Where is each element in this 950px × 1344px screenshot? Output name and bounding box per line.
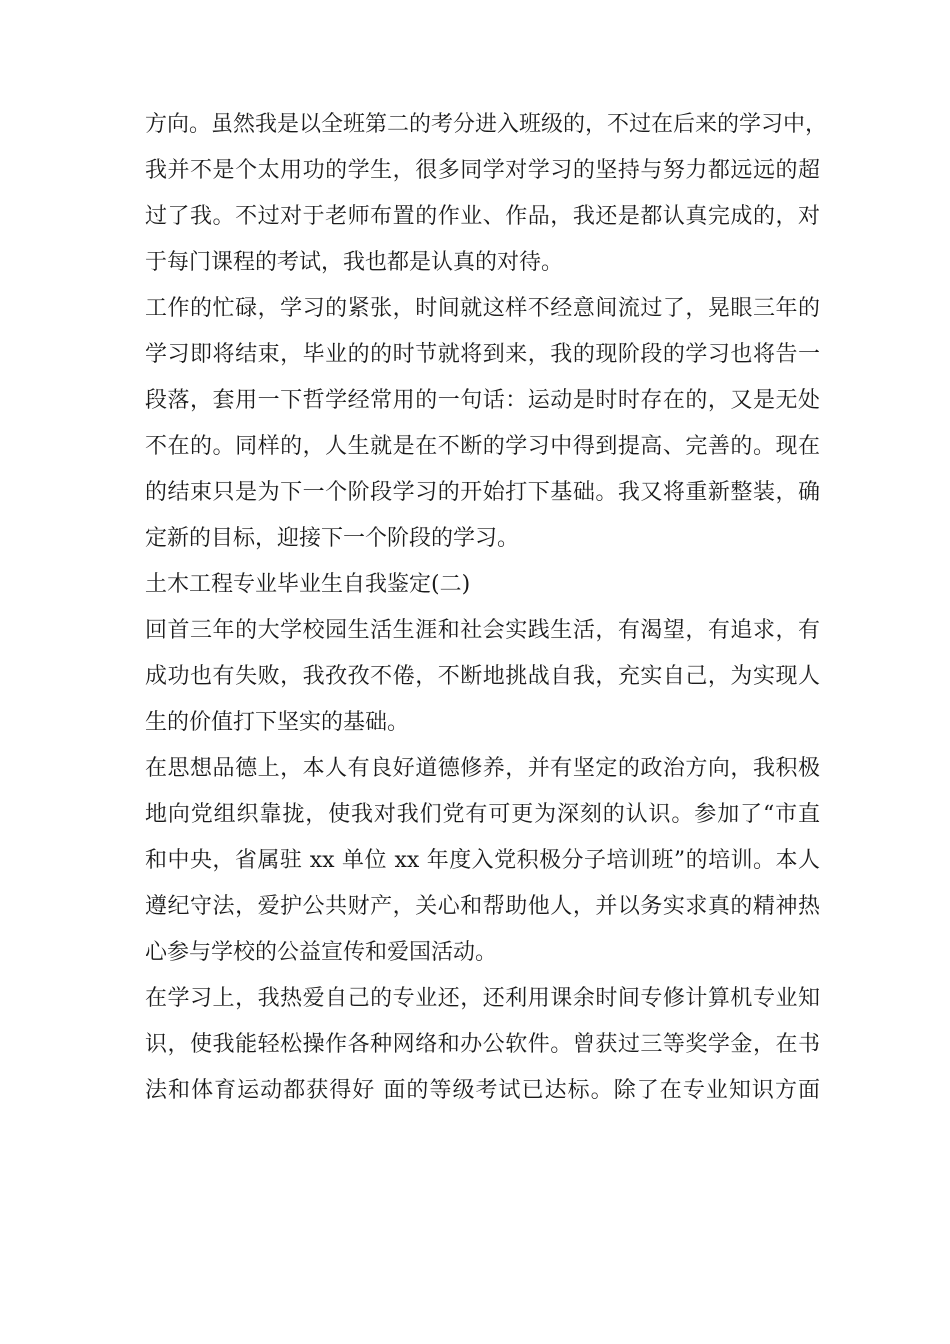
text-line-21-content: 识，使我能轻松操作各种网络和办公软件。曾获过三等奖学金，在书 xyxy=(145,1032,820,1057)
text-line-12 xyxy=(145,608,820,654)
text-line-19 xyxy=(145,930,820,976)
text-line-10-content: 定新的目标，迎接下一个阶段的学习。 xyxy=(145,526,520,551)
text-line-21 xyxy=(145,1022,820,1068)
text-line-5-content: 工作的忙碌，学习的紧张，时间就这样不经意间流过了，晃眼三年的 xyxy=(145,296,820,321)
text-line-22 xyxy=(145,1068,820,1114)
text-line-7-content: 段落，套用一下哲学经常用的一句话：运动是时时存在的，又是无处 xyxy=(145,388,820,413)
text-line-17 xyxy=(145,838,820,884)
text-line-16 xyxy=(145,792,820,838)
text-line-14 xyxy=(145,700,820,746)
text-line-10 xyxy=(145,516,820,562)
text-line-20 xyxy=(145,976,820,1022)
text-line-6-content: 学习即将结束，毕业的的时节就将到来，我的现阶段的学习也将告一 xyxy=(145,342,820,367)
text-line-16-content: 地向党组织靠拢，使我对我们党有可更为深刻的认识。参加了“市直 xyxy=(145,802,820,827)
text-line-15 xyxy=(145,746,820,792)
text-line-5 xyxy=(145,286,820,332)
text-line-2-content: 我并不是个太用功的学生，很多同学对学习的坚持与努力都远远的超 xyxy=(145,158,820,183)
text-line-17-content: 和中央，省属驻 xx 单位 xx 年度入党积极分子培训班”的培训。本人 xyxy=(145,848,820,873)
text-line-12-content: 回首三年的大学校园生活生涯和社会实践生活，有渴望，有追求，有 xyxy=(145,618,820,643)
section-heading-text: 土木工程专业毕业生自我鉴定(二) xyxy=(145,572,471,597)
text-line-1-content: 方向。虽然我是以全班第二的考分进入班级的，不过在后来的学习中， xyxy=(145,112,828,137)
text-line-19-content: 心参与学校的公益宣传和爱国活动。 xyxy=(145,940,498,965)
text-line-9 xyxy=(145,470,820,516)
text-line-8-content: 不在的。同样的，人生就是在不断的学习中得到提高、完善的。现在 xyxy=(145,434,820,459)
text-line-15-content: 在思想品德上，本人有良好道德修养，并有坚定的政治方向，我积极 xyxy=(145,756,820,781)
text-line-3-content: 过了我。不过对于老师布置的作业、作品，我还是都认真完成的，对 xyxy=(145,204,820,229)
text-line-7 xyxy=(145,378,820,424)
text-line-4-content: 于每门课程的考试，我也都是认真的对待。 xyxy=(145,250,564,275)
text-line-8 xyxy=(145,424,820,470)
text-line-18 xyxy=(145,884,820,930)
text-line-22-content: 法和体育运动都获得好 面的等级考试已达标。除了在专业知识方面 xyxy=(145,1078,820,1103)
section-heading xyxy=(145,562,820,608)
text-line-3 xyxy=(145,194,820,240)
text-line-9-content: 的结束只是为下一个阶段学习的开始打下基础。我又将重新整装，确 xyxy=(145,480,820,505)
text-line-4 xyxy=(145,240,820,286)
text-line-2 xyxy=(145,148,820,194)
text-line-1 xyxy=(145,102,828,148)
text-line-6 xyxy=(145,332,820,378)
text-line-20-content: 在学习上，我热爱自己的专业还，还利用课余时间专修计算机专业知 xyxy=(145,986,820,1011)
text-line-13-content: 成功也有失败，我孜孜不倦，不断地挑战自我，充实自己，为实现人 xyxy=(145,664,820,689)
text-line-18-content: 遵纪守法，爱护公共财产，关心和帮助他人，并以务实求真的精神热 xyxy=(145,894,820,919)
text-line-13 xyxy=(145,654,820,700)
text-line-14-content: 生的价值打下坚实的基础。 xyxy=(145,710,410,735)
document-body xyxy=(145,102,828,1114)
